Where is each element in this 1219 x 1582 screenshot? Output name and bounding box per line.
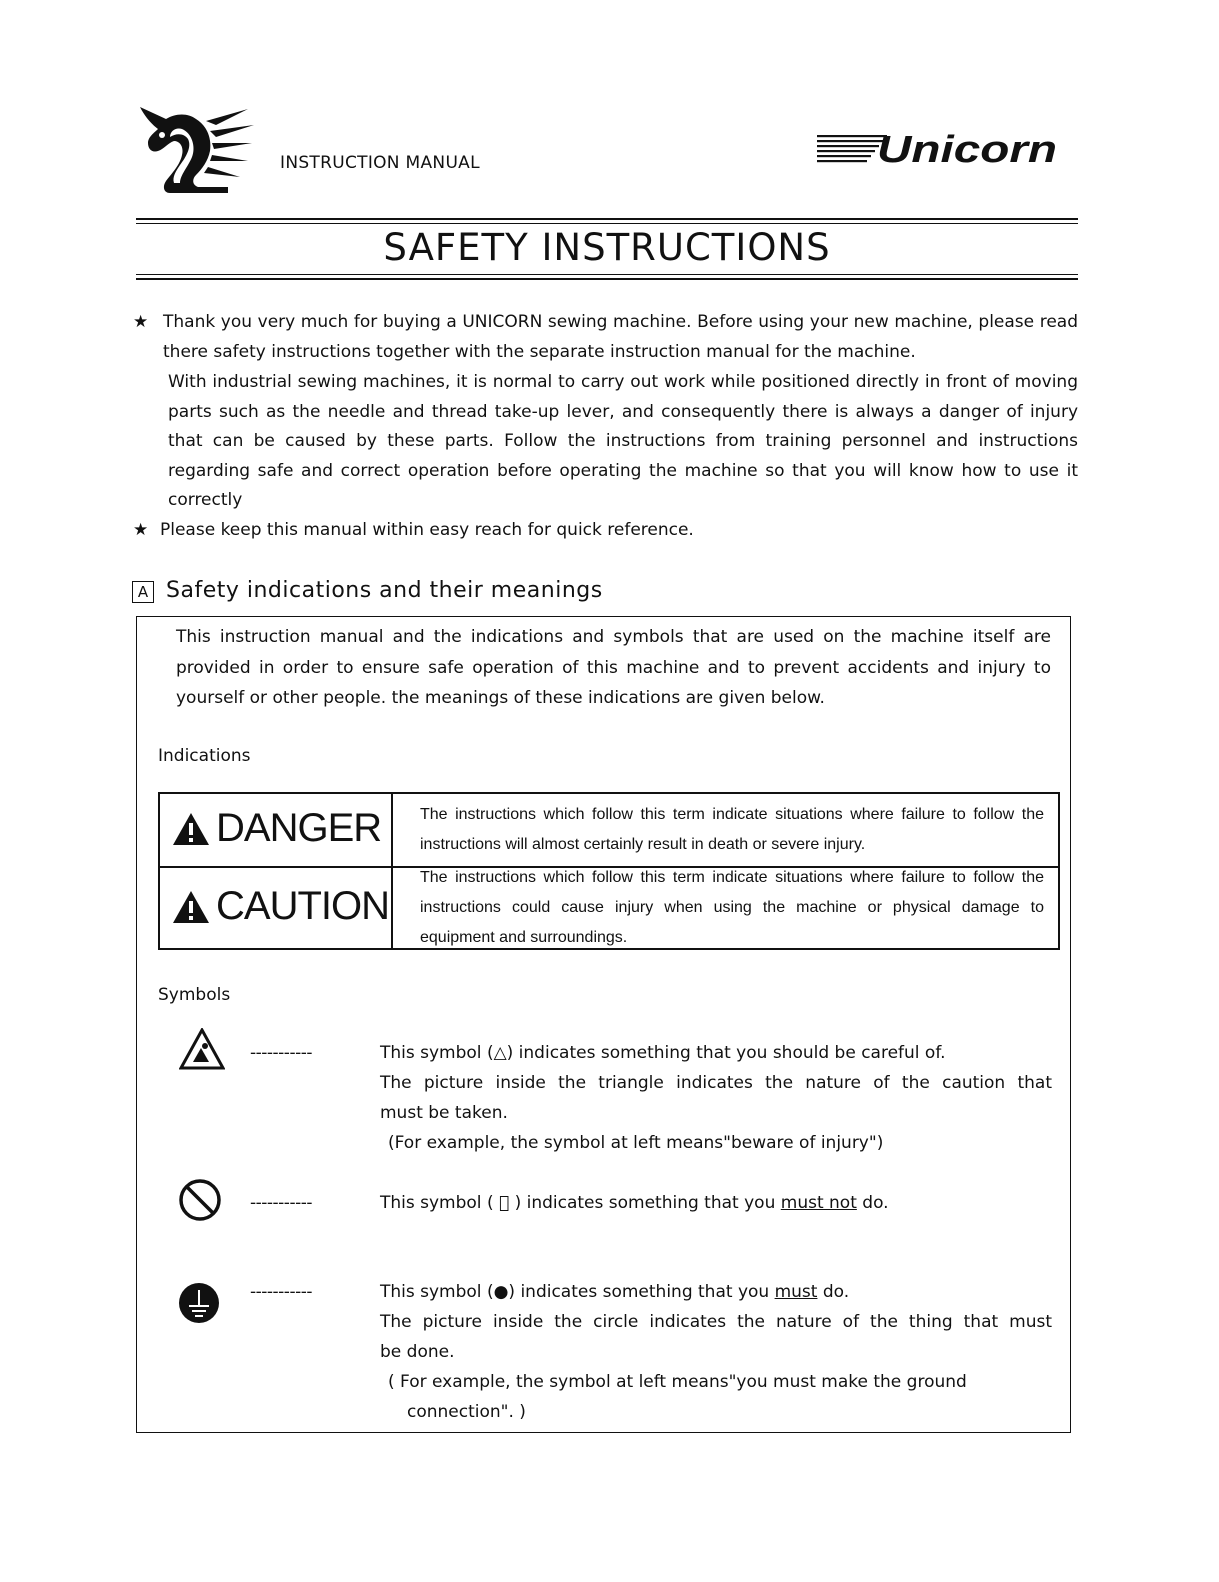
star-bullet-icon: ★ — [133, 312, 149, 332]
caution-description: The instructions which follow this term indicate situations where failure to follow the instructions could cause injury when using the machine or physical damage to equipment and surroundings. — [420, 869, 1044, 946]
title-rule-top-inner — [136, 223, 1078, 224]
intro-paragraph-1: Thank you very much for buying a UNICORN sewing machine. Before using your new machine, please read there safety instructions together with the separate instruction manual for the machine. — [163, 312, 1078, 362]
mandatory-symbol-line-2: The picture inside the circle indicates the nature of the thing that must — [380, 1312, 1052, 1332]
page-title: SAFETY INSTRUCTIONS — [383, 226, 831, 269]
section-marker: A — [132, 581, 154, 603]
mandatory-symbol-line-4: ( For example, the symbol at left means"you must make the ground — [388, 1372, 967, 1392]
danger-description: The instructions which follow this term indicate situations where failure to follow the instructions will almost certainly result in death or severe injury. — [420, 806, 1044, 853]
section-title: Safety indications and their meanings — [166, 578, 603, 603]
indications-heading: Indications — [158, 746, 251, 766]
symbols-heading: Symbols — [158, 985, 231, 1005]
caution-symbol-line-2: The picture inside the triangle indicates the nature of the caution that — [380, 1073, 1052, 1093]
caution-symbol-line-1: This symbol (△) indicates something that you should be careful of. — [380, 1043, 946, 1063]
star-bullet-icon: ★ — [133, 520, 149, 540]
symbol-dashes: ----------- — [250, 1193, 312, 1213]
unicorn-brand-logo — [817, 129, 1059, 169]
danger-label: DANGER — [172, 806, 381, 851]
brand-name: Unicorn — [877, 129, 1057, 169]
intro-paragraph-2: With industrial sewing machines, it is normal to carry out work while positioned directly in front of moving parts such as the needle and thread take-up lever, and consequently there is always a danger of injury that can be caused by these parts. Follow the instructions from training personnel and instructions regarding safe and correct operation before operating the machine so that you will know how to use it correctly — [168, 372, 1078, 511]
caution-triangle-injury-icon — [179, 1028, 225, 1070]
ground-connection-icon — [178, 1282, 220, 1324]
symbol-dashes: ----------- — [250, 1043, 312, 1063]
indications-table — [158, 792, 1060, 950]
mandatory-symbol-line-3: be done. — [380, 1342, 455, 1362]
symbol-dashes: ----------- — [250, 1282, 312, 1302]
warning-triangle-icon — [172, 890, 210, 924]
warning-triangle-icon — [172, 812, 210, 846]
prohibit-symbol-line: This symbol ( ⃠ ) indicates something that you must not do. — [380, 1193, 889, 1213]
title-rule-top-outer — [136, 218, 1078, 220]
mandatory-symbol-line-1: This symbol (●) indicates something that you must do. — [380, 1282, 850, 1302]
intro-paragraph-3: Please keep this manual within easy reach for quick reference. — [160, 520, 694, 540]
manual-label: INSTRUCTION MANUAL — [280, 153, 480, 173]
prohibition-icon — [178, 1178, 222, 1222]
title-rule-bottom-outer — [136, 278, 1078, 280]
caution-label: CAUTION — [172, 884, 389, 929]
unicorn-head-logo-icon — [136, 103, 256, 195]
mandatory-symbol-line-5: connection". ) — [407, 1402, 526, 1422]
section-intro: This instruction manual and the indications and symbols that are used on the machine itself are provided in order to ensure safe operation of this machine and to prevent accidents and injury to yourself or other people. the meanings of these indications are given below. — [176, 627, 1051, 708]
caution-symbol-line-3: must be taken. — [380, 1103, 508, 1123]
title-rule-bottom-inner — [136, 274, 1078, 275]
caution-symbol-line-4: (For example, the symbol at left means"beware of injury") — [388, 1133, 884, 1153]
